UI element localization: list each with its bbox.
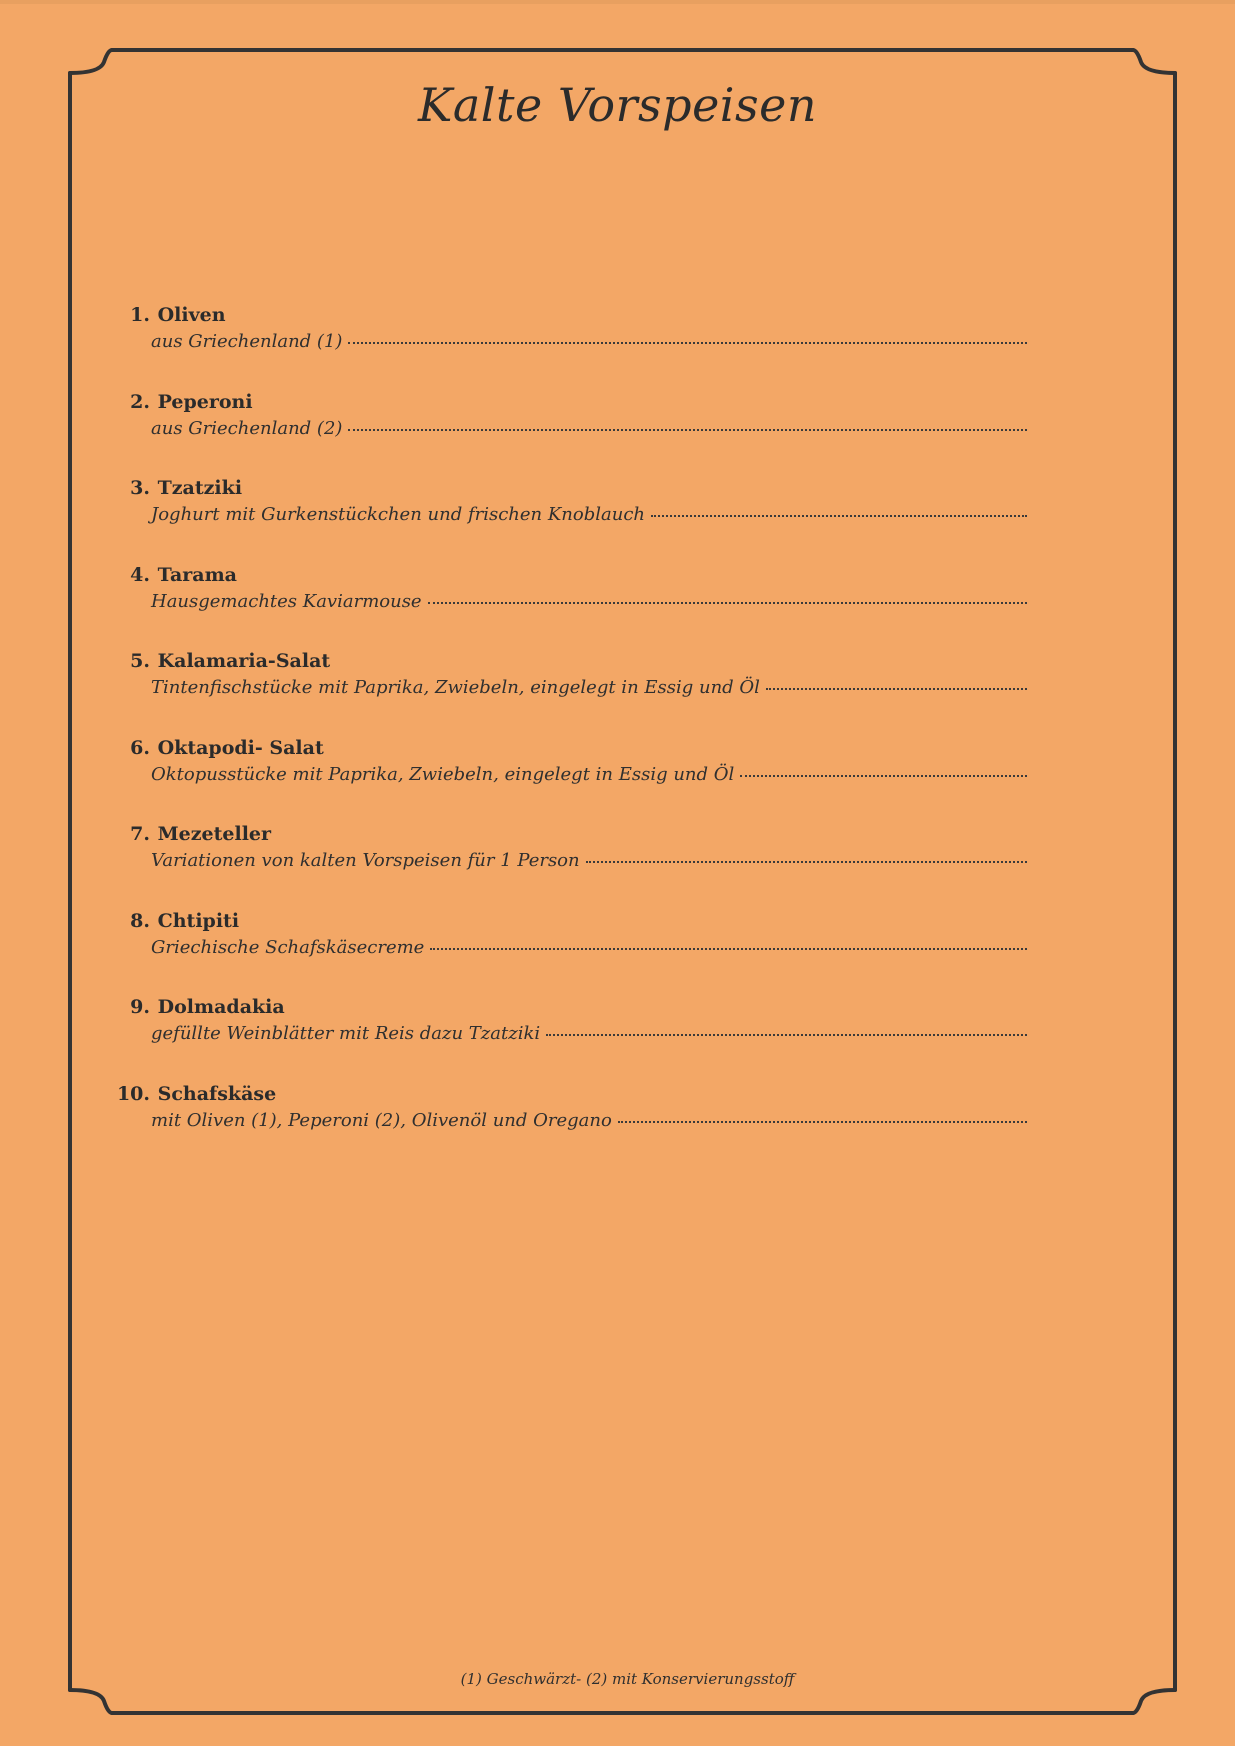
item-name: Tarama (157, 563, 237, 586)
item-description-row (151, 674, 1027, 702)
page-title: Kalte Vorspeisen (418, 78, 817, 132)
item-description-row (151, 1107, 1027, 1135)
dotted-leader (740, 775, 1027, 777)
item-number: 5. (130, 650, 150, 672)
dotted-leader (546, 1034, 1027, 1036)
item-description-row (151, 415, 1027, 443)
menu-item (100, 821, 1030, 908)
item-description-row (151, 501, 1027, 529)
item-heading (100, 302, 1030, 328)
item-heading (100, 908, 1030, 934)
menu-item (100, 735, 1030, 822)
item-description-row (151, 328, 1027, 356)
dotted-leader (428, 602, 1027, 604)
dotted-leader (348, 429, 1027, 431)
item-number: 6. (130, 736, 150, 759)
dotted-leader (430, 948, 1027, 950)
menu-item (100, 562, 1030, 649)
footnote: (1) Geschwärzt- (2) mit Konservierungsstoff (460, 1670, 795, 1688)
item-description: aus Griechenland (2) (151, 417, 343, 439)
item-description-row (151, 1020, 1027, 1048)
item-number: 1. (130, 304, 150, 326)
item-heading (100, 735, 1030, 761)
item-heading (100, 648, 1030, 674)
item-name: Dolmadakia (157, 996, 285, 1018)
menu-item (100, 1081, 1030, 1168)
item-description-row (151, 847, 1027, 875)
item-name: Schafskäse (157, 1082, 277, 1105)
item-description: Griechische Schafskäsecreme (151, 936, 425, 958)
dotted-leader (348, 342, 1027, 344)
menu-item (100, 302, 1030, 389)
dotted-leader (766, 688, 1027, 690)
item-number: 8. (130, 909, 150, 932)
dotted-leader (586, 861, 1027, 863)
item-number: 10. (116, 1082, 150, 1105)
dotted-leader (651, 515, 1027, 517)
menu-list (100, 302, 1030, 1167)
item-heading (100, 475, 1030, 501)
item-description: mit Oliven (1), Peperoni (2), Olivenöl und Oregano (151, 1109, 612, 1131)
item-description: gefüllte Weinblätter mit Reis dazu Tzatziki (151, 1023, 541, 1044)
item-description: Hausgemachtes Kaviarmouse (151, 590, 422, 612)
menu-item (100, 475, 1030, 562)
item-number: 9. (130, 996, 150, 1018)
item-name: Tzatziki (157, 477, 243, 499)
item-description: Oktopusstücke mit Paprika, Zwiebeln, eingelegt in Essig und Öl (151, 763, 735, 785)
item-heading (100, 1081, 1030, 1107)
item-number: 7. (130, 823, 150, 845)
item-name: Oktapodi- Salat (157, 736, 324, 759)
item-name: Chtipiti (157, 909, 240, 932)
item-heading (100, 821, 1030, 847)
item-name: Oliven (157, 304, 226, 326)
item-name: Kalamaria-Salat (157, 650, 331, 672)
item-description: aus Griechenland (1) (151, 331, 343, 352)
dotted-leader (618, 1121, 1027, 1123)
item-description-row (151, 761, 1027, 789)
item-number: 3. (130, 477, 150, 499)
item-heading (100, 389, 1030, 415)
menu-item (100, 908, 1030, 995)
menu-item (100, 994, 1030, 1081)
item-name: Mezeteller (157, 823, 272, 845)
item-heading (100, 994, 1030, 1020)
item-description: Variationen von kalten Vorspeisen für 1 Person (151, 850, 580, 871)
item-description-row (151, 934, 1027, 962)
menu-item (100, 648, 1030, 735)
menu-item (100, 389, 1030, 476)
item-description-row (151, 588, 1027, 616)
item-description: Tintenfischstücke mit Paprika, Zwiebeln, eingelegt in Essig und Öl (151, 677, 760, 698)
item-number: 2. (130, 390, 150, 413)
item-heading (100, 562, 1030, 588)
item-description: Joghurt mit Gurkenstückchen und frischen Knoblauch (151, 504, 646, 525)
item-name: Peperoni (157, 390, 253, 413)
item-number: 4. (130, 563, 150, 586)
